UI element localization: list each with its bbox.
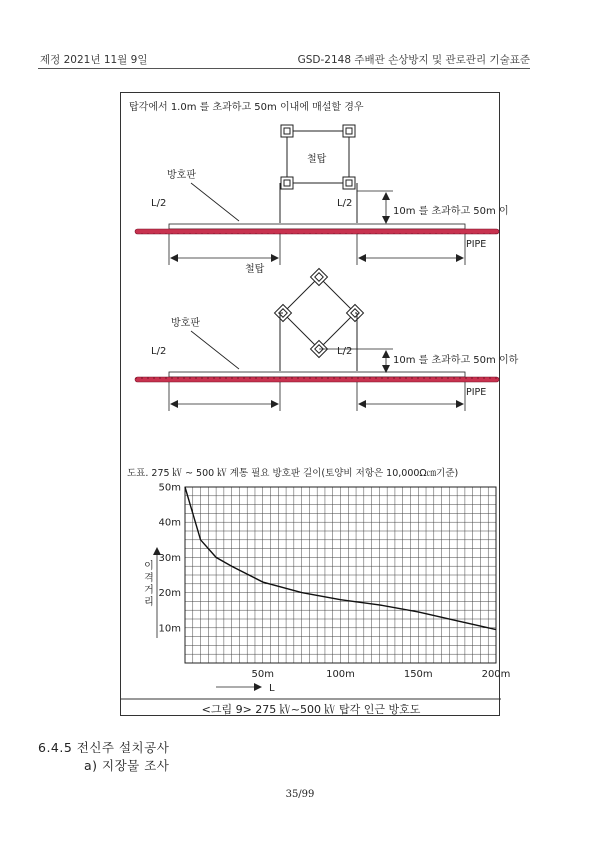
tower-bottom-label: 철탑 <box>245 264 265 275</box>
bottom-plate-leader <box>191 331 239 369</box>
bottom-plate-label: 방호판 <box>171 318 200 329</box>
tower-top-label: 철탑 <box>307 154 327 165</box>
chart-area <box>159 483 511 681</box>
subsection-heading: a) 지장물 조사 <box>84 758 170 773</box>
y-tick-label: 40m <box>158 517 181 529</box>
x-tick-label: 200m <box>481 669 511 680</box>
x-tick-label: 100m <box>326 669 355 680</box>
y-axis-label <box>144 559 154 608</box>
bottom-half-right: L/2 <box>337 346 353 357</box>
bottom-pipe-label: PIPE <box>466 387 487 398</box>
section-heading: 6.4.5 전신주 설치공사 <box>38 740 170 755</box>
header-standard-title: GSD-2148 주배관 손상방지 및 관로관리 기술표준 <box>297 54 530 66</box>
bottom-half-left: L/2 <box>151 346 167 357</box>
svg-text:이격거리 <box>144 559 154 608</box>
chart-caption: 도표. 275 ㎸ ~ 500 ㎸ 계통 필요 방호판 길이(토양비 저항은 10,000Ω㎝기준) <box>127 468 459 479</box>
y-tick-label: 50m <box>158 482 181 494</box>
y-tick-label: 10m <box>158 623 181 635</box>
header-date: 제정 2021년 11월 9일 <box>40 54 148 66</box>
top-half-left: L/2 <box>151 198 167 209</box>
x-tick-label: 150m <box>403 669 433 680</box>
y-tick-label: 30m <box>158 552 181 564</box>
top-plate-leader <box>191 183 239 221</box>
bottom-pipe <box>135 377 499 382</box>
y-tick-label: 20m <box>158 588 181 600</box>
top-distance-label: 10m 를 초과하고 50m 이 <box>393 206 509 217</box>
y-axis-label-char: 이 <box>144 561 154 572</box>
top-diagram-title: 탑각에서 1.0m 를 초과하고 50m 이내에 매설할 경우 <box>129 102 364 113</box>
top-pipe-label: PIPE <box>466 239 487 250</box>
top-half-right: L/2 <box>337 198 353 209</box>
header-divider <box>38 68 530 69</box>
bottom-distance-label: 10m 를 초과하고 50m 이하 <box>393 355 519 366</box>
x-tick-label: 50m <box>251 669 274 680</box>
y-axis-label-char: 리 <box>144 597 154 608</box>
y-axis-label-char: 격 <box>144 573 154 584</box>
figure-frame <box>120 92 519 716</box>
figure-caption: <그림 9> 275 ㎸~500 ㎸ 탑각 인근 방호도 <box>201 703 421 716</box>
bottom-protection-plate <box>169 372 465 377</box>
top-pipe <box>135 229 499 234</box>
figure-canvas <box>121 93 519 717</box>
top-plate-label: 방호판 <box>167 170 196 181</box>
y-axis-label-char: 거 <box>144 585 154 596</box>
page-number: 35/99 <box>285 789 315 800</box>
top-protection-plate <box>169 224 465 229</box>
x-axis-label: L <box>269 683 275 694</box>
